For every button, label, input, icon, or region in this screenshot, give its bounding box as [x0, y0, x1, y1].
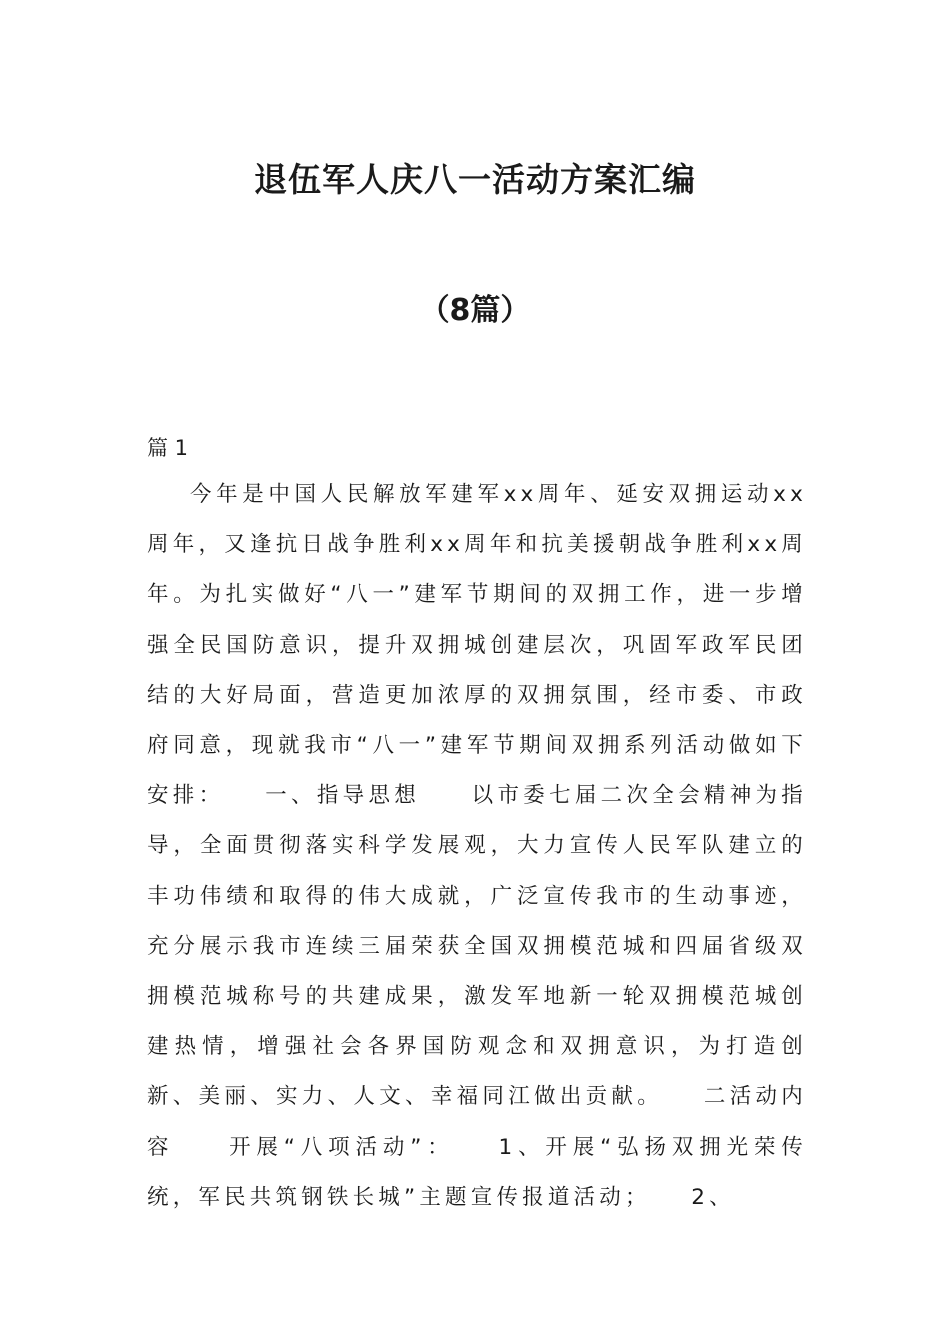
document-title: 退伍军人庆八一活动方案汇编	[254, 160, 696, 199]
document-subtitle: （8篇）	[419, 293, 531, 328]
section-label: 篇 1	[147, 436, 189, 460]
body-paragraph: 今年是中国人民解放军建军xx周年、延安双拥运动xx周年，又逢抗日战争胜利xx周年和抗美援朝战争胜利xx周年。为扎实做好“八一”建军节期间的双拥工作，进一步增强全民国防意识，提升双拥城创建层次，巩固军政军民团结的大好局面，营造更加浓厚的双拥氛围，经市委、市政府同意，现就我市“八一”建军节期间双拥系列活动做如下安排： 一、指导思想 以市委七届二次全会精神为指导，全面贯彻落实科学发展观，大力宣传人民军队建立的丰功伟绩和取得的伟大成就，广泛宣传我市的生动事迹，充分展示我市连续三届荣获全国双拥模范城和四届省级双拥模范城称号的共建成果，激发军地新一轮双拥模范城创建热情，增强社会各界国防观念和双拥意识，为打造创新、美丽、实力、人文、幸福同江做出贡献。 二活动内容 开展“八项活动”： 1、开展“弘扬双拥光荣传统，军民共筑钢铁长城”主题宣传报道活动； 2、	[147, 482, 807, 1210]
